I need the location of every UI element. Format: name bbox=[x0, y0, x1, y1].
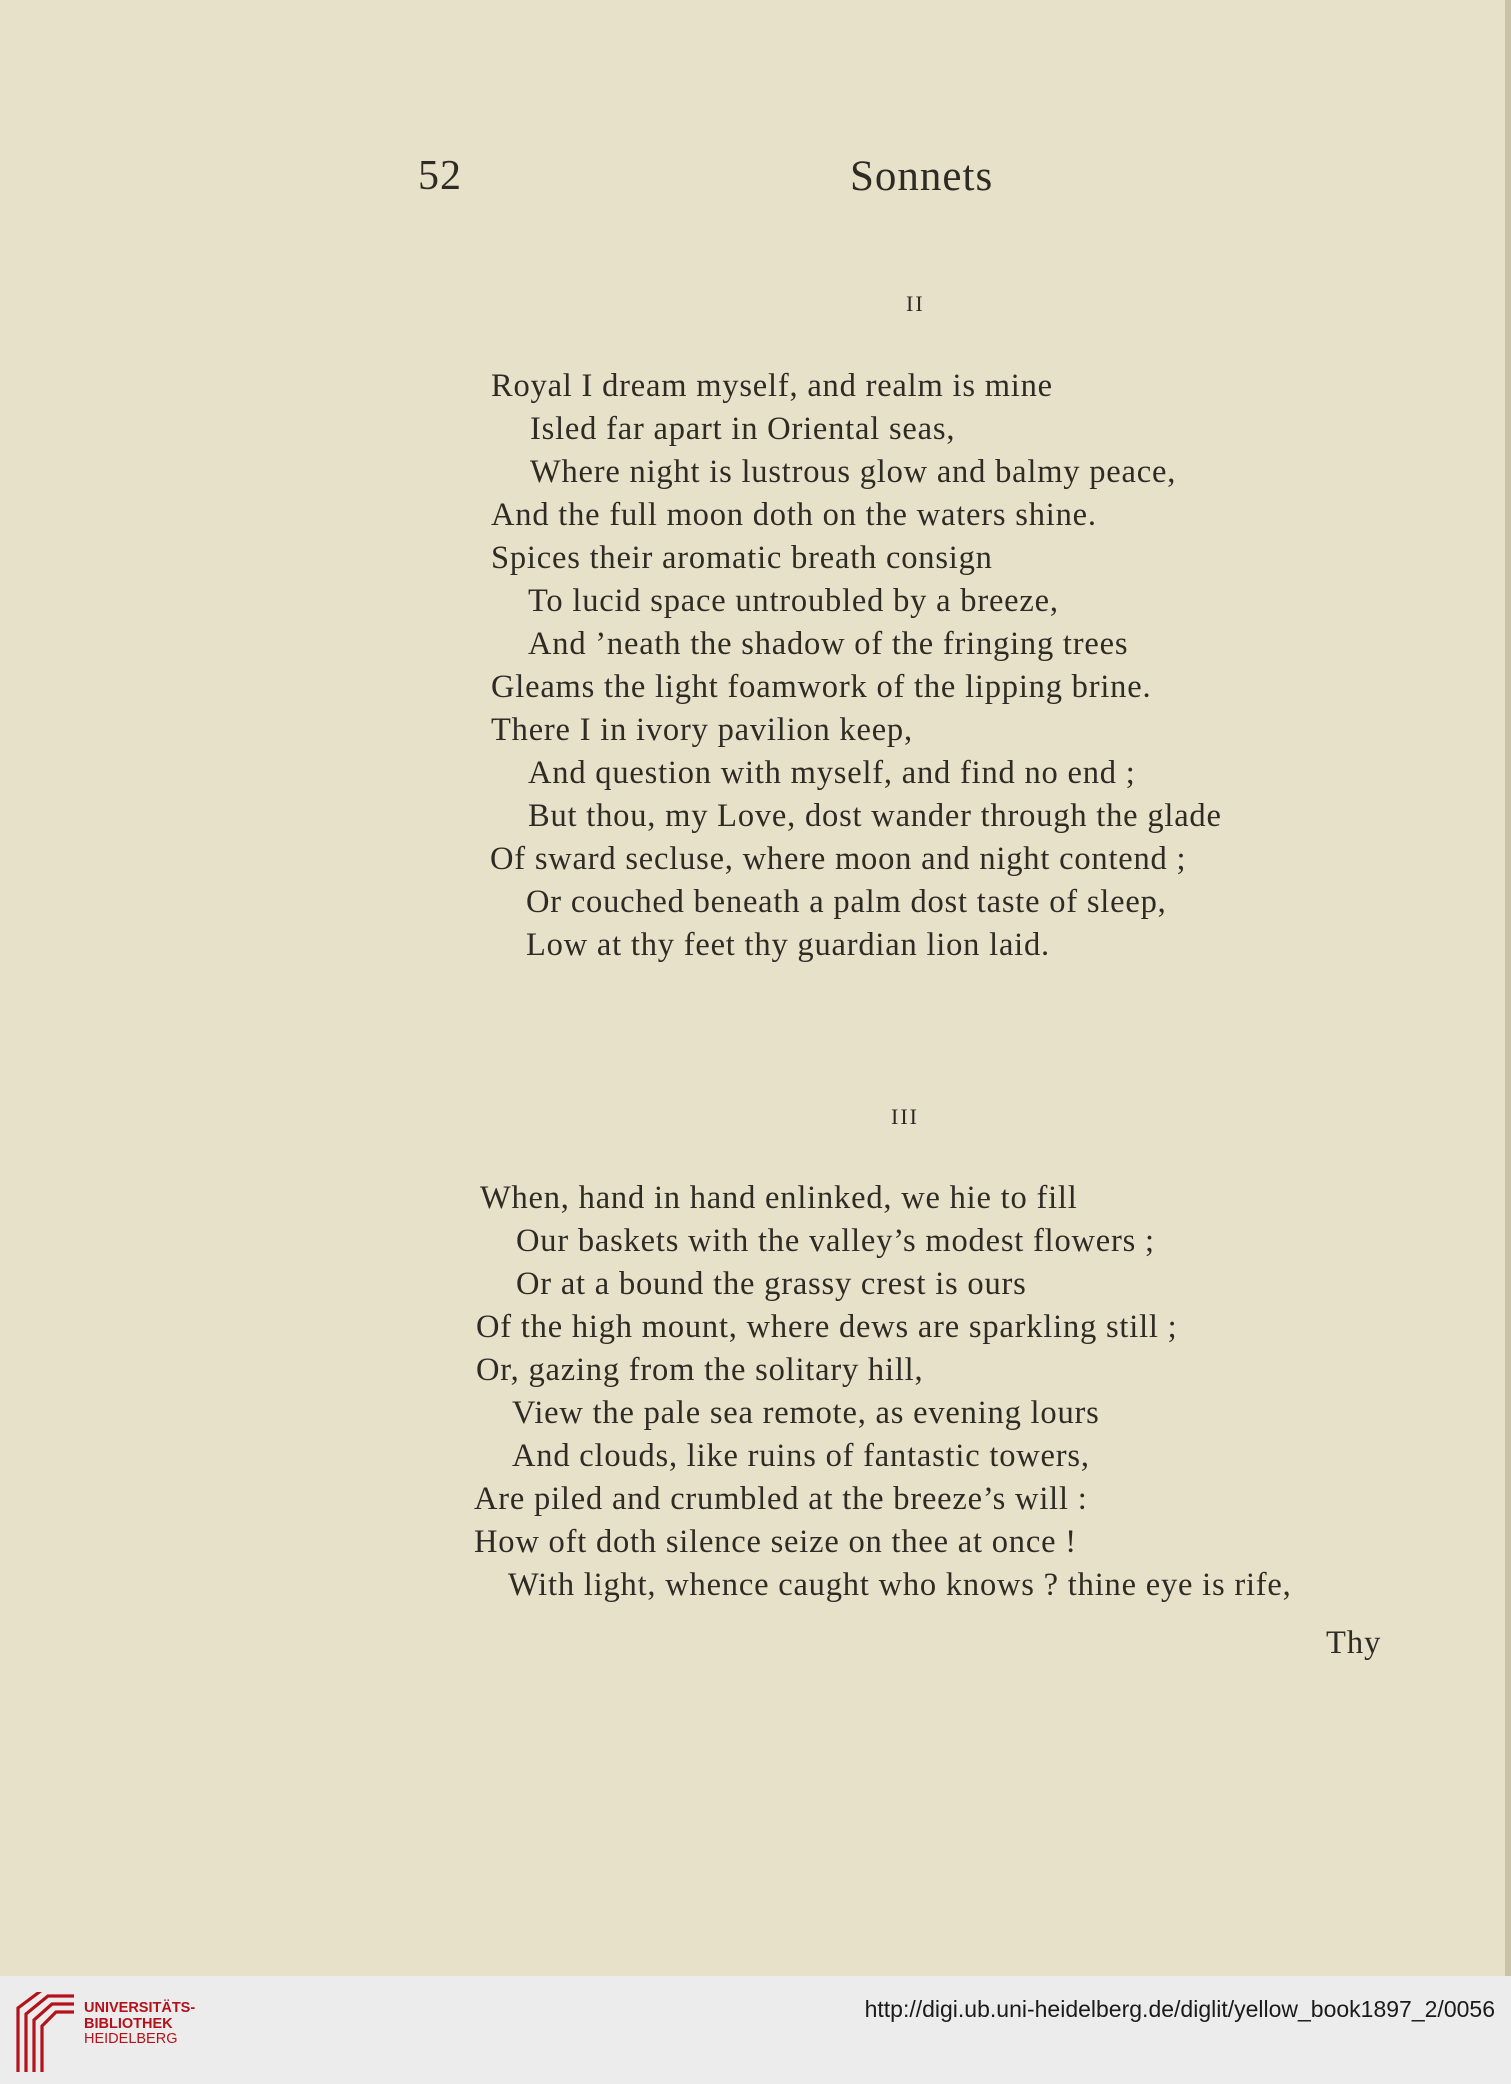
library-name bbox=[84, 2001, 195, 2048]
verse-line: And the full moon doth on the waters shine. bbox=[491, 497, 1097, 533]
verse-line: View the pale sea remote, as evening lours bbox=[512, 1395, 1100, 1431]
verse-line: And ’neath the shadow of the fringing trees bbox=[528, 626, 1129, 662]
verse-line: Of the high mount, where dews are sparkling still ; bbox=[476, 1309, 1178, 1345]
library-name-line: UNIVERSITÄTS- bbox=[84, 2000, 196, 2016]
sonnet-numeral-ii: II bbox=[906, 291, 925, 316]
verse-line: To lucid space untroubled by a breeze, bbox=[528, 583, 1059, 619]
page-edge bbox=[1505, 0, 1511, 1976]
sonnet-numeral-iii: III bbox=[891, 1104, 919, 1129]
verse-line: Isled far apart in Oriental seas, bbox=[530, 411, 956, 447]
footer-bar bbox=[0, 1976, 1511, 2084]
verse-line: Low at thy feet thy guardian lion laid. bbox=[526, 927, 1050, 963]
verse-line: With light, whence caught who knows ? thine eye is rife, bbox=[508, 1567, 1292, 1603]
verse-line: Gleams the light foamwork of the lipping brine. bbox=[491, 669, 1152, 705]
page-number: 52 bbox=[418, 153, 462, 199]
verse-line: Or at a bound the grassy crest is ours bbox=[516, 1266, 1027, 1302]
verse-line: And question with myself, and find no end ; bbox=[528, 755, 1136, 791]
verse-line: Spices their aromatic breath consign bbox=[491, 540, 993, 576]
verse-line: Our baskets with the valley’s modest flowers ; bbox=[516, 1223, 1155, 1259]
verse-line: Of sward secluse, where moon and night contend ; bbox=[490, 841, 1187, 877]
verse-line: Where night is lustrous glow and balmy peace, bbox=[530, 454, 1177, 490]
running-head: Sonnets bbox=[850, 153, 994, 200]
verse-line: Are piled and crumbled at the breeze’s will : bbox=[474, 1481, 1088, 1517]
verse-line: And clouds, like ruins of fantastic towers, bbox=[512, 1438, 1090, 1474]
verse-line: But thou, my Love, dost wander through the glade bbox=[528, 798, 1222, 834]
verse-line: There I in ivory pavilion keep, bbox=[491, 712, 913, 748]
verse-line: Or couched beneath a palm dost taste of sleep, bbox=[526, 884, 1167, 920]
library-logo-icon bbox=[14, 1992, 78, 2074]
verse-line: How oft doth silence seize on thee at once ! bbox=[474, 1524, 1077, 1560]
catchword: Thy bbox=[1326, 1625, 1382, 1661]
verse-line: Royal I dream myself, and realm is mine bbox=[491, 368, 1053, 404]
verse-line: Or, gazing from the solitary hill, bbox=[476, 1352, 924, 1388]
source-url-link[interactable]: http://digi.ub.uni-heidelberg.de/diglit/yellow_book1897_2/0056 bbox=[864, 1996, 1495, 2022]
library-name-line: HEIDELBERG bbox=[84, 2031, 178, 2048]
verse-line: When, hand in hand enlinked, we hie to fill bbox=[480, 1180, 1078, 1216]
library-name-line: BIBLIOTHEK bbox=[84, 2015, 173, 2032]
